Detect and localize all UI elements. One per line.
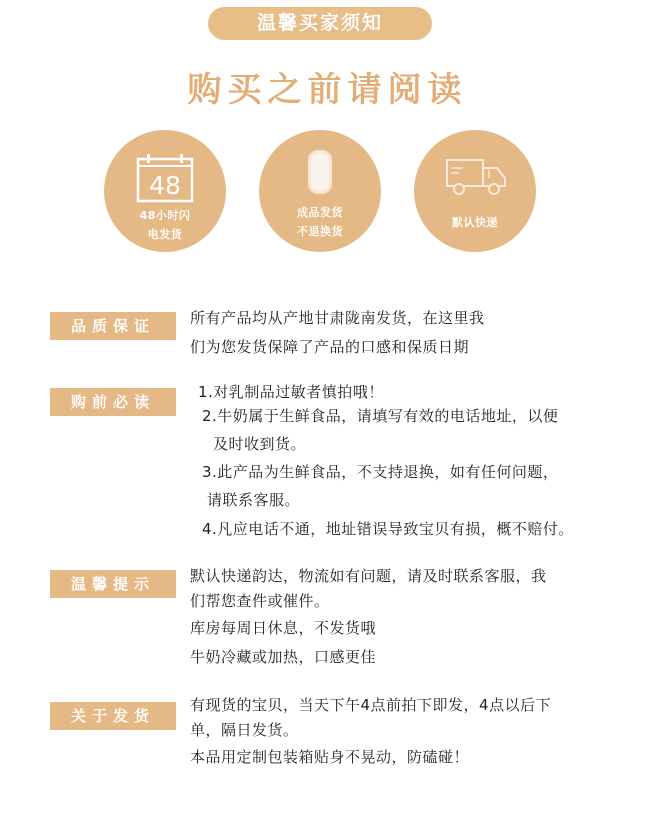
page-headline: 购买之前请阅读 — [187, 70, 468, 110]
quality-line: 们为您发货保障了产品的口感和保质日期 — [190, 338, 470, 356]
must-read-line: 及时收到货。 — [213, 435, 307, 453]
badge-no-return-line2: 不退换货 — [297, 225, 343, 238]
delivery-truck-icon — [445, 156, 509, 198]
badge-48h-line1: 48小时闪 — [139, 209, 191, 222]
svg-text:48: 48 — [149, 171, 181, 200]
shipping-line: 单，隔日发货。 — [190, 721, 299, 739]
section-tag-must-read: 购前必读 — [50, 388, 176, 416]
section-tag-tips: 温馨提示 — [50, 570, 176, 598]
calendar-48-icon — [135, 152, 195, 204]
badge-48h — [104, 130, 226, 252]
badge-express — [414, 130, 536, 252]
must-read-line: 请联系客服。 — [207, 491, 301, 509]
tips-line: 默认快递韵达，物流如有问题，请及时联系客服，我 — [190, 567, 547, 585]
section-tag-shipping: 关于发货 — [50, 702, 176, 730]
tips-line: 牛奶冷藏或加热，口感更佳 — [190, 648, 377, 666]
shipping-line: 有现货的宝贝，当天下午4点前拍下即发，4点以后下 — [190, 696, 552, 714]
badge-no-return-line1: 成品发货 — [297, 206, 343, 219]
must-read-line: 3.此产品为生鲜食品，不支持退换，如有任何问题， — [202, 463, 559, 481]
notice-title-pill: 温馨买家须知 — [208, 7, 432, 40]
badge-48h-line2: 电发货 — [147, 228, 183, 241]
tips-line: 库房每周日休息，不发货哦 — [190, 619, 377, 637]
badge-no-return — [259, 130, 381, 252]
section-tag-quality: 品质保证 — [50, 312, 176, 340]
milk-bottle-icon — [305, 148, 335, 196]
must-read-line: 4.凡应电话不通，地址错误导致宝贝有损，概不赔付。 — [202, 520, 574, 538]
tips-line: 们帮您查件或催件。 — [190, 592, 330, 610]
must-read-line: 2.牛奶属于生鲜食品，请填写有效的电话地址，以便 — [202, 407, 559, 425]
must-read-line: 1.对乳制品过敏者慎拍哦！ — [198, 383, 384, 401]
quality-line: 所有产品均从产地甘肃陇南发货，在这里我 — [190, 309, 485, 327]
shipping-line: 本品用定制包装箱贴身不晃动，防磕碰！ — [190, 748, 470, 766]
badge-express-line1: 默认快递 — [452, 216, 498, 229]
